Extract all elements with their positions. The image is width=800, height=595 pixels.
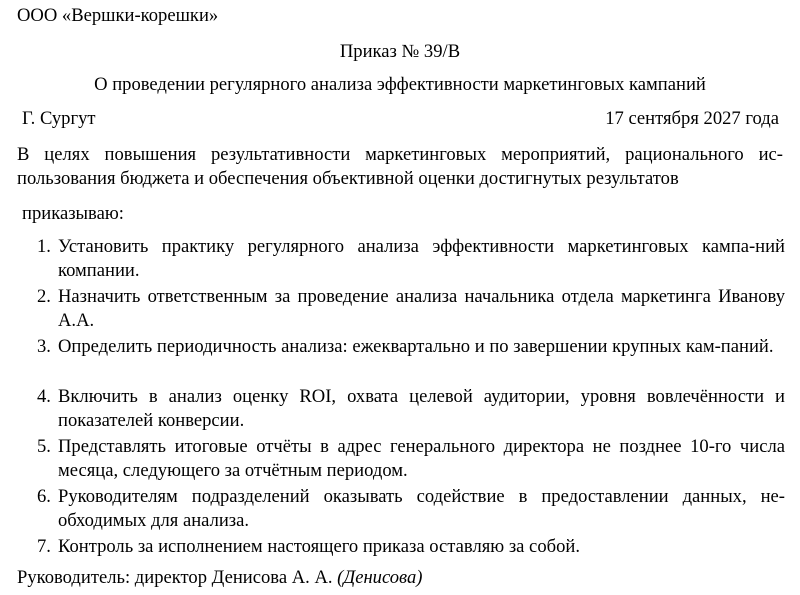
signature-line bbox=[17, 566, 423, 590]
order-item-text: Включить в анализ оценку ROI, охвата целевой аудитории, уровня вовлечённости и показателей конверсии. bbox=[58, 386, 785, 431]
order-item-text: Назначить ответственным за проведение анализа начальника отдела маркетинга Иванову А.А. bbox=[58, 286, 785, 331]
order-date: 17 сентября 2027 года bbox=[605, 108, 779, 129]
signature-label: Руководитель: директор Денисова А. А. bbox=[17, 567, 338, 588]
order-item bbox=[0, 285, 800, 335]
order-subject: О проведении регулярного анализа эффективности маркетинговых кампаний bbox=[94, 74, 706, 95]
order-item bbox=[0, 385, 800, 435]
order-item-text: Контроль за исполнением настоящего приказа оставляю за собой. bbox=[58, 536, 580, 557]
order-item-number: 1. bbox=[37, 236, 51, 257]
order-item-text: Представлять итоговые отчёты в адрес генерального директора не позднее 10-го числа месяца, следующего за отчётным периодом. bbox=[58, 436, 785, 481]
order-title: Приказ № 39/В bbox=[339, 41, 461, 62]
order-items-list bbox=[0, 235, 800, 585]
order-item-number: 6. bbox=[37, 486, 51, 507]
order-item-text: Руководителям подразделений оказывать содействие в предоставлении данных, не-обходимых для анализа. bbox=[58, 486, 785, 531]
order-item bbox=[0, 485, 800, 535]
order-item-text: Определить периодичность анализа: ежеквартально и по завершении крупных кам-паний. bbox=[58, 336, 774, 357]
order-item bbox=[0, 235, 800, 285]
signature-name: (Денисова) bbox=[337, 567, 423, 588]
order-item-number: 2. bbox=[37, 286, 51, 307]
order-item-number: 4. bbox=[37, 386, 51, 407]
order-item bbox=[0, 335, 800, 385]
order-word: приказываю: bbox=[22, 203, 124, 224]
order-item-text: Установить практику регулярного анализа эффективности маркетинговых кампа-ний компании. bbox=[58, 236, 785, 281]
order-city: Г. Сургут bbox=[22, 108, 96, 129]
company-name: ООО «Вершки-корешки» bbox=[17, 5, 219, 26]
intro-paragraph: В целях повышения результативности маркетинговых мероприятий, рационального ис-пользования бюджета и обеспечения объективной оценки достигнутых результатов bbox=[17, 144, 783, 189]
order-item-number: 7. bbox=[37, 536, 51, 557]
order-item-number: 5. bbox=[37, 436, 51, 457]
order-item bbox=[0, 435, 800, 485]
order-item-number: 3. bbox=[37, 336, 51, 357]
